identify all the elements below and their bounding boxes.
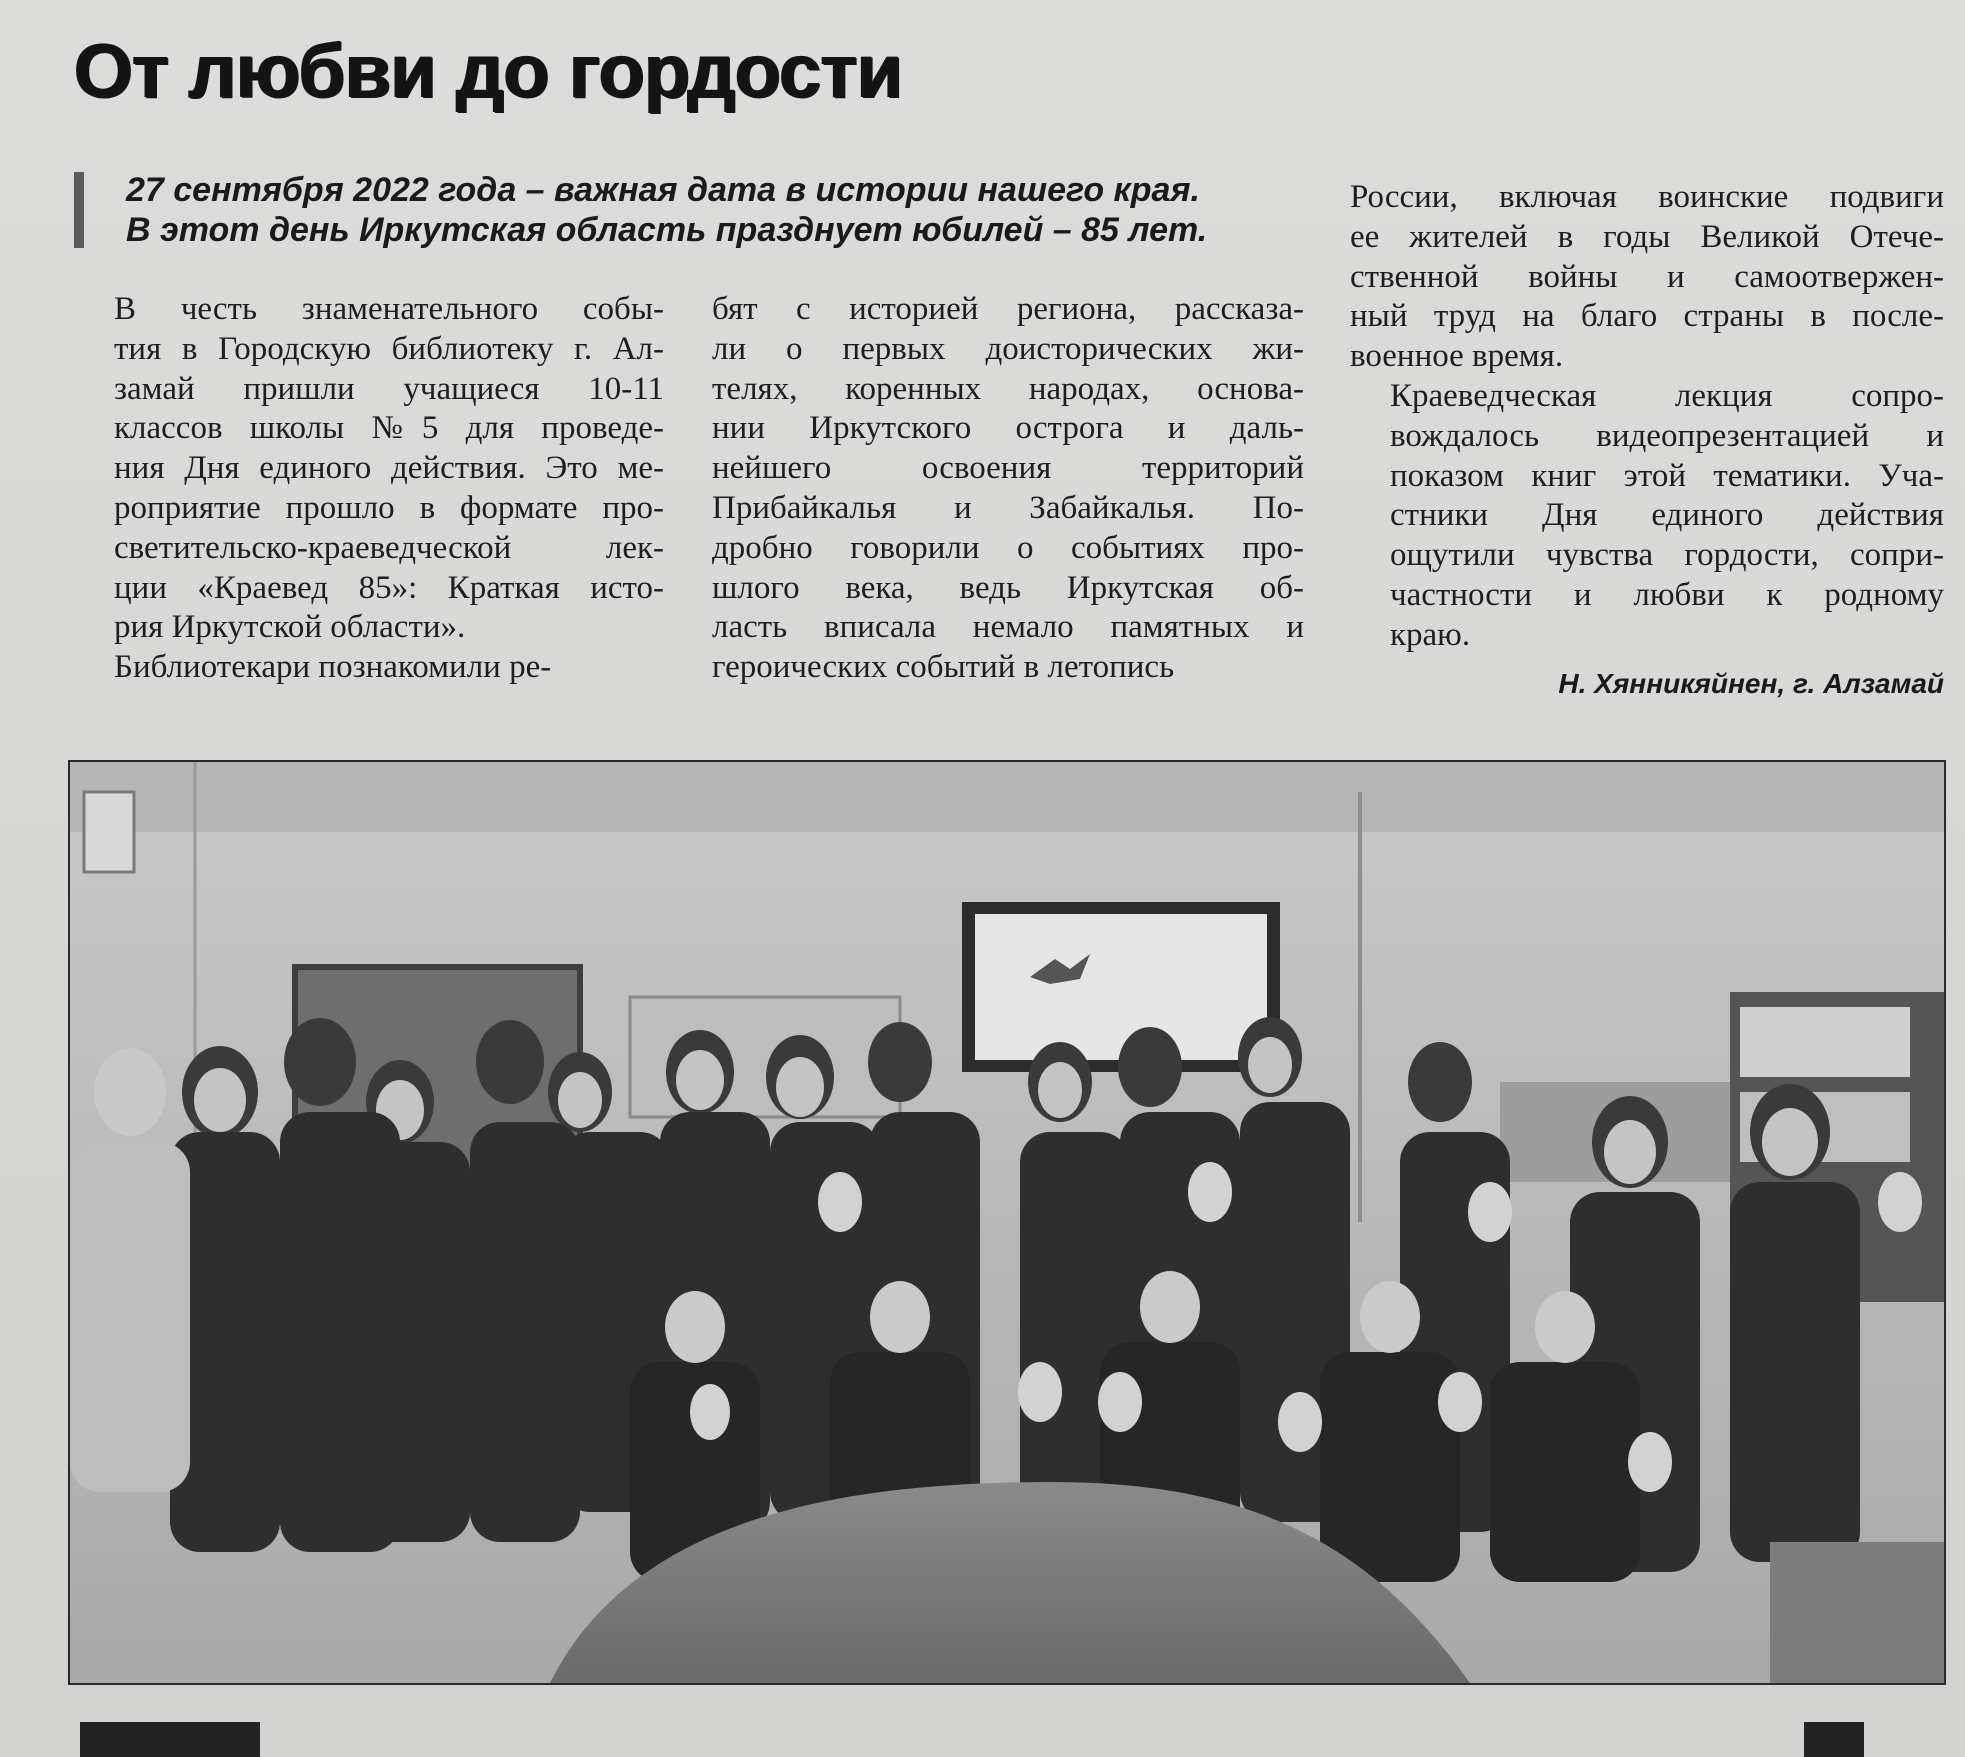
heading-glyph-fragment [80,1722,260,1757]
text-line: ственной войны и самоотвержен- [1350,258,1944,295]
text-line: В честь знаменательного собы- [114,291,664,327]
lead-line: 27 сентября 2022 года – важная дата в истории нашего края. [126,171,1200,209]
paragraph [1350,178,1944,377]
text-line: замай пришли учащиеся 10-11 [114,370,664,407]
byline: Н. Хянникяйнен, г. Алзамай [1558,668,1944,699]
text-line: телях, коренных народах, основа- [712,370,1304,407]
text-line: показом книг этой тематики. Уча- [1390,457,1944,494]
paragraph [1350,377,1944,656]
text-line: частности и любви к родному [1390,576,1944,613]
text-line: ции «Краевед 85»: Краткая исто- [114,569,664,606]
text-line: краю. [1390,616,1471,653]
text-line: рия Иркутской области». [114,609,466,646]
group-photo-image [70,762,1944,1683]
text-line: ный труд на благо страны в после- [1350,298,1944,335]
paragraph [74,290,664,648]
paragraph [74,648,664,688]
next-article-heading-fragment [80,1722,1940,1757]
text-line: нии Иркутского острога и даль- [712,410,1304,447]
text-line: бят с историей региона, рассказа- [712,291,1304,327]
text-line: Библиотекари познакомили ре- [114,649,552,686]
text-line: светительско-краеведческой лек- [114,529,664,566]
text-line: Краеведческая лекция сопро- [1390,377,1944,414]
text-line: ее жителей в годы Великой Отече- [1350,218,1944,255]
lead-paragraph [126,170,1306,250]
text-line: ощутили чувства гордости, сопри- [1390,537,1944,574]
heading-glyph-fragment [1804,1722,1864,1757]
text-column-2 [712,290,1304,688]
text-line: тия в Городскую библиотеку г. Ал- [114,330,664,367]
text-line: военное время. [1350,338,1564,375]
lead-line: В этот день Иркутская область празднует юбилей – 85 лет. [126,211,1208,249]
text-line: России, включая воинские подвиги [1350,179,1944,215]
group-photo [68,760,1946,1685]
text-line: шлого века, ведь Иркутская об- [712,569,1304,606]
text-line: нейшего освоения территорий [712,450,1304,487]
text-column-3 [1350,178,1944,656]
text-line: вождалось видеопрезентацией и [1390,417,1944,454]
text-line: классов школы №5 для проведе- [114,410,664,447]
paragraph [712,290,1304,688]
text-line: ли о первых доисторических жи- [712,330,1304,367]
text-line: героических событий в летопись [712,649,1175,686]
text-line: стники Дня единого действия [1390,497,1944,534]
text-line: дробно говорили о событиях про- [712,529,1304,566]
text-line: роприятие прошло в формате про- [114,489,664,526]
headline: От любви до гордости [74,29,903,114]
text-line: ласть вписала немало памятных и [712,609,1304,646]
lead-accent-bar [74,172,84,248]
text-line: Прибайкалья и Забайкалья. По- [712,489,1304,526]
text-column-1 [74,290,664,688]
text-line: ния Дня единого действия. Это ме- [114,450,664,487]
